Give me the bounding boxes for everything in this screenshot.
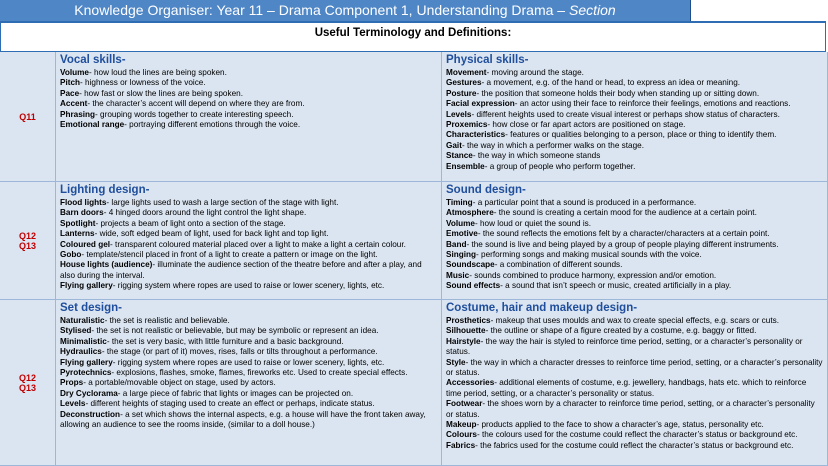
term-text: - explosions, flashes, smoke, flames, fireworks etc. Used to create special effects. (111, 368, 408, 378)
term-text: - how fast or slow the lines are being spoken. (79, 88, 243, 98)
section-heading: Set design- (60, 302, 122, 314)
term-text: - projects a beam of light onto a section of the stage. (95, 218, 286, 228)
term-name: Makeup (446, 420, 477, 430)
section-vocal-skills (56, 52, 442, 182)
term-name: Naturalistic (60, 316, 105, 325)
term-text: - different heights of staging used to create an effect or perhaps, indicate status. (85, 399, 375, 409)
term-name: Flying gallery (60, 357, 113, 367)
term-text: - the sound is live and being played by a group of people playing different instruments. (466, 239, 779, 249)
term-definition (60, 281, 437, 291)
term-text: - how loud the lines are being spoken. (88, 68, 227, 77)
title-main: Knowledge Organiser: Year 11 – Drama Component 1, Understanding Drama – (74, 2, 569, 18)
question-label-cell (0, 300, 56, 466)
term-definition (60, 68, 437, 78)
term-name: Pitch (60, 78, 81, 88)
term-text: - transparent coloured material placed over a light to make a light a certain colour. (110, 239, 406, 249)
term-definition (60, 110, 437, 120)
term-text: - an actor using their face to reinforce their feelings, emotions and reactions. (514, 99, 791, 109)
term-definition (60, 326, 437, 336)
term-name: Silhouette (446, 326, 486, 336)
term-definition (446, 240, 823, 250)
section-physical-skills (442, 52, 828, 182)
term-definition (446, 378, 823, 399)
term-definition (60, 78, 437, 88)
subtitle-text: Useful Terminology and Definitions: (314, 27, 512, 39)
term-text: - a large piece of fabric that lights or images can be projected on. (117, 388, 354, 398)
section-heading: Physical skills- (446, 54, 529, 66)
term-text: - highness or lowness of the voice. (80, 78, 206, 88)
term-name: Band (446, 239, 467, 249)
term-definition (446, 120, 823, 130)
term-definition (60, 260, 437, 281)
term-name: Proxemics (446, 120, 488, 130)
term-definition (446, 358, 823, 379)
question-number: Q12 (18, 230, 36, 241)
question-number: Q13 (18, 240, 36, 251)
term-definition (446, 337, 823, 358)
term-name: Gait (446, 140, 462, 150)
term-definition (446, 141, 823, 151)
term-definition (60, 208, 437, 218)
term-name: Footwear (446, 399, 483, 409)
term-definition (446, 130, 823, 140)
term-definition (60, 368, 437, 378)
term-definition (446, 281, 823, 291)
term-definition (446, 208, 823, 218)
term-definition (446, 441, 823, 451)
term-definition (446, 219, 823, 229)
term-text: - the shoes worn by a character to reinforce time period, setting, or a character’s personality or status. (446, 399, 815, 419)
term-text: - the way in which a performer walks on the stage. (461, 140, 644, 150)
term-name: Accent (60, 99, 88, 109)
term-name: Emotional range (60, 120, 125, 130)
term-text: - a group of people who perform together. (484, 161, 636, 171)
question-number: Q11 (19, 111, 36, 122)
term-name: Gobo (60, 250, 82, 260)
section-set-design (56, 300, 442, 466)
term-text: - a movement, e.g. of the hand or head, to express an idea or meaning. (481, 78, 741, 88)
term-text: - the sound reflects the emotions felt by a character/characters at a certain point. (477, 229, 770, 239)
term-text: - makeup that uses moulds and wax to create special effects, e.g. scars or cuts. (490, 316, 779, 325)
term-text: - a particular point that a sound is produced in a performance. (472, 198, 697, 207)
term-text: - the way the hair is styled to reinforce time period, setting, or a character’s personality or status. (446, 336, 803, 357)
question-label-cell (0, 52, 56, 182)
term-definition (446, 110, 823, 120)
term-text: - a sound that isn’t speech or music, created artificially in a play. (500, 281, 732, 291)
term-name: Movement (446, 68, 487, 77)
term-name: Volume (446, 218, 475, 228)
term-definition (446, 99, 823, 109)
section-heading: Vocal skills- (60, 54, 126, 66)
term-name: Props (60, 378, 84, 388)
term-definition (446, 316, 823, 326)
term-text: - the stage (or part of it) moves, rises, falls or tilts throughout a performance. (101, 347, 378, 357)
term-text: - 4 hinged doors around the light control the light shape. (103, 208, 307, 218)
term-name: Hairstyle (446, 336, 481, 346)
term-text: - a portable/movable object on stage, used by actors. (83, 378, 276, 388)
term-definition (60, 229, 437, 239)
term-name: Flying gallery (60, 281, 113, 291)
term-definition (60, 347, 437, 357)
term-definition (60, 89, 437, 99)
term-name: Stylised (60, 326, 92, 336)
term-text: - the set is very basic, with little furniture and a basic background. (106, 336, 344, 346)
term-definition (446, 89, 823, 99)
term-name: Characteristics (446, 130, 506, 140)
term-definition (446, 260, 823, 270)
term-definition (446, 399, 823, 420)
term-name: Timing (446, 198, 473, 207)
term-text: - performing songs and making musical sounds with the voice. (476, 250, 702, 260)
term-name: Stance (446, 151, 473, 161)
term-name: Atmosphere (446, 208, 494, 218)
term-name: Soundscape (446, 260, 495, 270)
term-definition (60, 399, 437, 409)
term-text: - the set is realistic and believable. (104, 316, 230, 325)
term-definition (60, 198, 437, 208)
page-title (0, 0, 691, 21)
title-italic: Section (569, 2, 616, 18)
term-text: - features or qualities belonging to a person, place or thing to identify them. (505, 130, 777, 140)
term-name: Deconstruction (60, 409, 121, 419)
term-definition (60, 250, 437, 260)
term-name: Ensemble (446, 161, 485, 171)
term-definition (446, 78, 823, 88)
term-definition (446, 250, 823, 260)
term-name: Prosthetics (446, 316, 491, 325)
term-definition (446, 420, 823, 430)
term-definition (446, 430, 823, 440)
term-text: - portraying different emotions through the voice. (124, 120, 301, 130)
term-text: - sounds combined to produce harmony, expression and/or emotion. (469, 270, 717, 280)
term-text: - the colours used for the costume could reflect the character’s status or background etc. (476, 430, 798, 440)
term-text: - rigging system where ropes are used to raise or lower scenery, lights, etc. (112, 281, 385, 291)
term-definition (446, 229, 823, 239)
term-text: - how close or far apart actors are positioned on stage. (487, 120, 686, 130)
term-text: - wide, soft edged beam of light, used for back light and top light. (94, 229, 329, 239)
term-text: - products applied to the face to show a character’s age, status, personality etc. (476, 420, 764, 430)
term-name: Sound effects (446, 281, 501, 291)
term-definition (60, 99, 437, 109)
term-name: Singing (446, 250, 477, 260)
term-definition (60, 240, 437, 250)
term-definition (446, 68, 823, 78)
term-text: - how loud or quiet the sound is. (474, 218, 592, 228)
term-definition (446, 162, 823, 172)
term-name: Music (446, 270, 470, 280)
question-number: Q13 (18, 382, 36, 393)
section-heading: Lighting design- (60, 184, 150, 196)
term-definition (60, 410, 437, 431)
term-text: - the set is not realistic or believable, but may be symbolic or represent an idea. (91, 326, 379, 336)
term-name: Spotlight (60, 218, 96, 228)
section-lighting-design (56, 182, 442, 300)
section-heading: Sound design- (446, 184, 526, 196)
term-text: - moving around the stage. (486, 68, 584, 77)
term-definition (446, 151, 823, 161)
question-number: Q12 (18, 372, 36, 383)
term-name: Accessories (446, 378, 495, 388)
term-name: Style (446, 357, 466, 367)
term-name: Posture (446, 88, 477, 98)
term-text: - the way in which someone stands (472, 151, 601, 161)
term-name: Phrasing (60, 109, 96, 119)
term-text: - the fabrics used for the costume could reflect the character’s status or background etc. (475, 440, 794, 450)
term-text: - the position that someone holds their body when standing up or sitting down. (476, 88, 760, 98)
term-definition (60, 389, 437, 399)
term-definition (446, 271, 823, 281)
term-text: - the outline or shape of a figure created by a costume, e.g. baggy or fitted. (485, 326, 757, 336)
term-text: - illuminate the audience section of the theatre before and after a play, and also during the interval. (60, 260, 422, 280)
term-text: - the character’s accent will depend on where they are from. (87, 99, 305, 109)
term-definition (446, 198, 823, 208)
section-subtitle (0, 21, 826, 52)
term-name: Pyrotechnics (60, 368, 112, 378)
term-text: - the way in which a character dresses to reinforce time period, setting, or a character’s personality or status. (446, 357, 823, 378)
term-name: Dry Cyclorama (60, 388, 118, 398)
term-definition (60, 337, 437, 347)
term-name: Lanterns (60, 229, 95, 239)
section-heading: Costume, hair and makeup design- (446, 302, 638, 314)
term-text: - a set which shows the internal aspects, e.g. a house will have the front taken away, allowing an audience to see the rooms inside, (similar to a doll house.) (60, 409, 426, 430)
term-text: - template/stencil placed in front of a light to create a pattern or image on the light. (81, 250, 378, 260)
term-text: - grouping words together to create interesting speech. (95, 109, 294, 119)
term-text: - large lights used to wash a large section of the stage with light. (106, 198, 339, 207)
term-name: Flood lights (60, 198, 107, 207)
term-definition (60, 316, 437, 326)
term-name: Barn doors (60, 208, 104, 218)
term-name: Fabrics (446, 440, 476, 450)
term-name: Colours (446, 430, 477, 440)
term-name: Gestures (446, 78, 482, 88)
term-definition (446, 326, 823, 336)
term-name: Hydraulics (60, 347, 102, 357)
term-text: - the sound is creating a certain mood for the audience at a certain point. (493, 208, 757, 218)
term-text: - a combination of different sounds. (494, 260, 623, 270)
term-definition (60, 120, 437, 130)
term-definition (60, 358, 437, 368)
terminology-grid (0, 52, 828, 466)
term-name: House lights (audience) (60, 260, 153, 270)
term-name: Levels (446, 109, 472, 119)
term-name: Pace (60, 88, 80, 98)
term-name: Levels (60, 399, 86, 409)
term-name: Facial expression (446, 99, 515, 109)
section-costume-hair-and-makeup-design (442, 300, 828, 466)
term-text: - additional elements of costume, e.g. jewellery, handbags, hats etc. which to reinforce time period, setting, or a character’s personality or status. (446, 378, 807, 398)
term-definition (60, 219, 437, 229)
term-name: Minimalistic (60, 336, 107, 346)
term-name: Volume (60, 68, 89, 77)
term-text: - different heights used to create visual interest or perhaps show status of characters. (471, 109, 780, 119)
term-name: Emotive (446, 229, 478, 239)
term-name: Coloured gel (60, 239, 111, 249)
question-label-cell (0, 182, 56, 300)
term-definition (60, 378, 437, 388)
term-text: - rigging system where ropes are used to raise or lower scenery, lights, etc. (112, 357, 385, 367)
section-sound-design (442, 182, 828, 300)
